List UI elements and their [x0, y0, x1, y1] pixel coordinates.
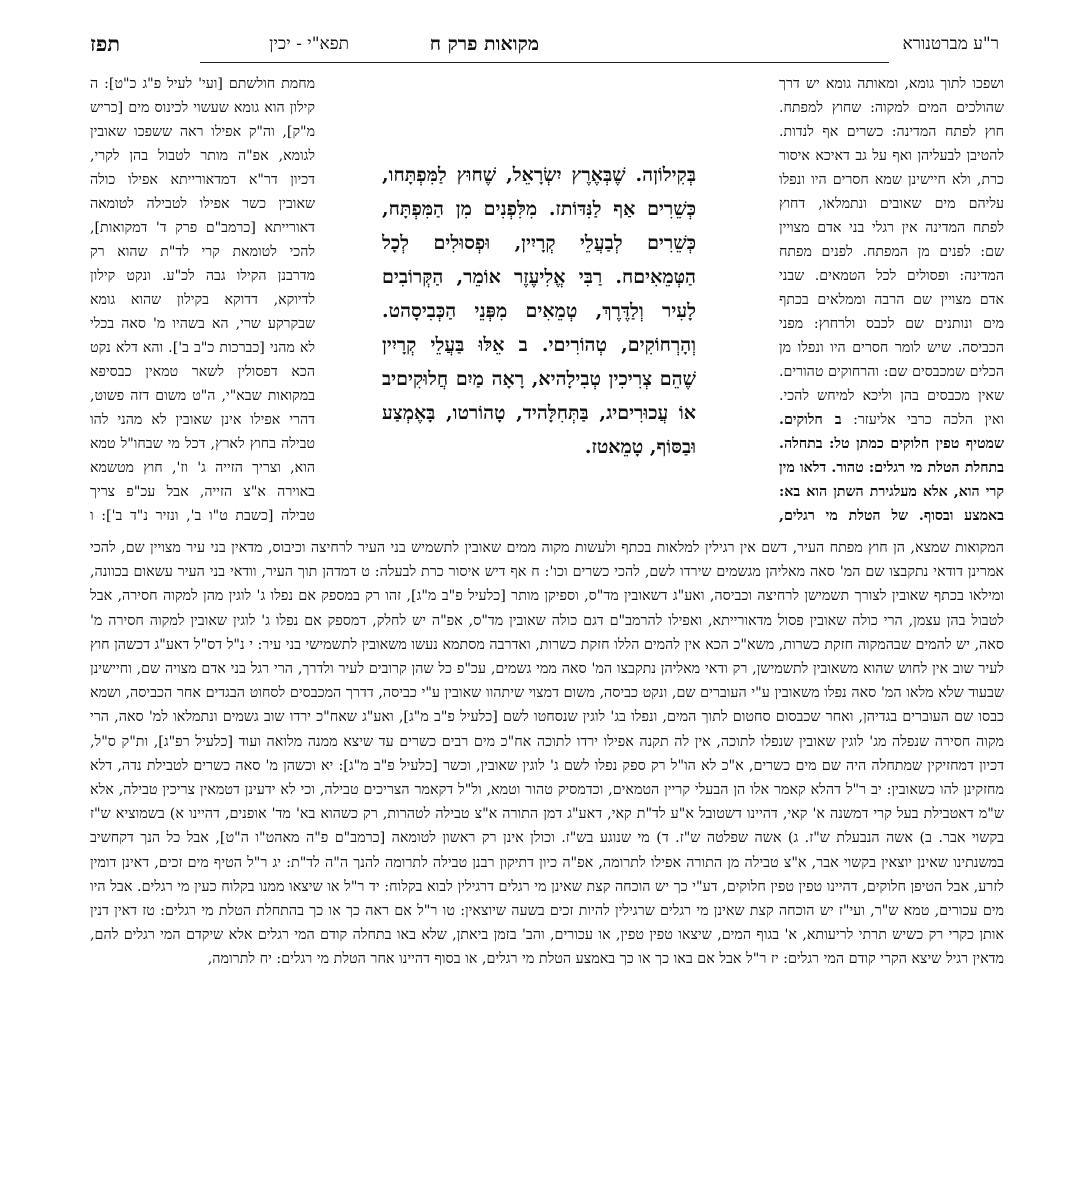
- bartenura-paragraph: ב חלוקים. שמטיף טפין חלוקים כמתן טל: בתחלה. בתחלת הטלת מי רגלים: טהור. דלאו מין קרי הוא, אלא מעלגירת השתן הוא בא: באמצע ובסוף. של הטלת מי רגלים,: [779, 412, 1004, 524]
- tiferet-yisrael-column: [90, 72, 315, 527]
- header-commentary-range: תפא"י - יכין: [269, 34, 349, 54]
- header-chapter-title: מקואות פרק ח: [429, 33, 539, 55]
- bartenura-commentary-column: [779, 72, 1004, 527]
- header-commentary-title: ר"ע מברטנורא: [902, 34, 999, 54]
- page-header: [90, 31, 999, 63]
- bartenura-paragraph: ושפכו לתוך גומא, ומאותה גומא יש דרך שהולכים המים למקוה: שחוץ למפתח. חוץ לפתח המדינה: כשרים אף לנדות. להטיבן לבעליהן ואף על גב דאיכא איסור כרת, ולא חיישינן שמא חסרים היו ונפלו עליהם מים שאובים ונתמלאו, דחוץ לפתח המדינה אין רגלי בני אדם מצויין שם: לפנים מן המפתח. לפנים מפתח המדינה: ופסולים לכל הטמאים. שבני אדם מצויין שם הרבה וממלאים בכתף מים ונותנים שם לכבס ולרחוץ: מפני הכביסה. שיש לומר חסרים היו ונפלו מן הכלים שמכבסים שם: והרחוקים טהורים. שאין מכבסים בהן וליכא למיחש להכי. ואין הלכה כרבי אליעזר:: [779, 76, 1004, 428]
- tiferet-yisrael-paragraph: מחמת חולשתם [ועי' לעיל פ"ג כ"ט]: ה קילון הוא גומא שעשוי לכינוס מים [כריש מ"ק], וה"ק אפילו ראה ששפכו שאובין לגומא, אפ"ה מותר לטבול בהן לקרי, דכיון דר"א דמדאורייתא אפילו כולה שאובין כשר אפילו לטבילה לטומאה דאורייתא [כרמב"ם פרק ד' דמקואות], להכי לטומאת קרי לד"ת שהוא רק מדרבנן הקילו גבה לכ"ע. ונקט קילון לדיוקא, דדוקא בקילון שהוא גומא שבקרקע שרי, הא בשהיו מ' סאה בכלי לא מהני [כברכות כ"ב ב']. והא דלא נקט הכא דפסולין לשאר טמאין כבסיפא במקואות שבא"י, ה"ט משום דזה פשוט, דהרי אפילו אינן שאובין לא מהני להו טבילה בחוץ לארץ, דכל מי שבחו"ל טמא הוא, וצריך הזייה ג' וז', חוץ מטשמא באוירה א"צ הזייה, אבל עכ"פ צריך טבילה [כשבת ט"ו ב', ונזיר נ"ד ב']: ו: [90, 76, 315, 524]
- bottom-commentary: המקואות שמצא, הן חוץ מפתח העיר, דשם אין רגילין למלאות בכתף ולעשות מקוה ממים שאובין לתשמיש בני העיר לרחיצה וכיבוס, מדאין בני עיר מצויין שם, להכי אמרינן דודאי נתקבצו שם המ' סאה מאליהן מגשמים שירדו לשם, להכי כשרים וכו': ח אף דיש איסור כרת לבעלה: ט דמדהן תוך העיר, וודאי בני העיר עשאום בכוונה, ומילאו בכתף שאובין לצורך תשמישן לרחיצה וכביסה, ואע"ג דשאובין מד"ס, וספיקן מותר [כלעיל פ"ב מ"ג], זהו רק במספק אם נפלו ג' לוגין מהן למקוה חסירה, אבל לטבול בהן עצמן, הרי כולה שאובין פסול מדאורייתא, ואפילו להרמב"ם דגם כולה שאובין מד"ס, אפ"ה יש לחלק, דמספק אם נפלו ג' לוגין שאובין למקוה חסירה מ' סאה, יש להמים שבהמקוה חזקת כשרות, משא"כ הכא אין להמים הללו חזקת כשרות, ואדרבה מסתמא נעשו משאובין לתשמישי בני עיר: י נ"ל דס"ל דאע"ג דכשהן חוץ לעיר שוב אין לחוש שהוא משאובין לתשמישן, רק ודאי מאליהן נתקבצו המ' סאה ממי גשמים, עכ"פ כל שהן קרובים לעיר ולדרך, הרי רגל בני אדם מצויה שם, וחיישינן שבעוד שלא מלאו המ' סאה נפלו משאובין ע"י העוברים שם, ונקט כביסה, משום דמצוי שיתהוו שאובין ע"י כביסה, דדרך המכבסים לסחוט הבגדים אחר הכביסה, ושמא כבסו שם העוברים בגדיהן, ואחר שכבסום סחטום לתוך המים, ונפלו בג' לוגין שנסחטו לשם [כלעיל פ"ב מ"ג], ואע"ג שאח"כ ירדו שוב גשמים ונתמלאו למ' סאה, הרי מקוה חסירה שנפלה מג' לוגין שאובין שנפלו לתוכה, אין לה תקנה אפילו ירדו לתוכה אח"כ מים רבים כשרים עד שיצא ממנה מלואה ועוד [כלעיל רפ"ג], ות"ק ס"ל, דכיון דמחזיקין שמתחלה היה שם מים כשרים, א"כ לא הו"ל רק ספק נפלו לשם ג' לוגין שאובין, וכשר [כלעיל פ"ב מ"ג]: יא וכשהן מ' סאה כשרים לטבילת נדה, דלא מחזקינן להו כשאובין: יב ר"ל דהלא קאמר אלו הן הבעלי קריין הטמאים, וכדמסיק טהור וטמא, ול"ל דקאמר הצריכים טבילה, וכי לא ידעינן דטמאין צריכין טבילה, אלא ש"מ דאטבילת בעל קרי דמשנה א' קאי, דהיינו דשטובל א"ע לד"ת קאי, דאע"ג דמן התורה א"צ טבילה לטהרות, רק כשהוא בא' מד' אופנים, דהיינו א) בשמוציא ש"ז בקשוי אבר. ב) אשה הנבעלת ש"ז. ג) אשה שפלטה ש"ז. ד) מי שנוגע בש"ז. וכולן אינן רק ראשון לטומאה [כרמב"ם פ"ה מאהט"ו ה"ט], אבל כל הנך דקחשיב במשנתינו שאינן יוצאין בקשוי אבר, א"צ טבילה מן התורה אפילו לתרומה, אפ"ה כיון דתיקון רבנן טבילה לתרומה להנך ה"ה לד"ת: יג ר"ל הטיף מים זכים, דאינן דומין לזרע, אבל הטיפן חלוקים, דהיינו טפין טפין חלוקים, דע"י כך יש הוכחה קצת שאינן מי רגלים דרגילין לבוא בקלוח: יד ר"ל או שיצאו ממנו בקלוח כעין מי רגלים. אבל היו מים עכורים, טמא ש"ר, ועי"ז יש הוכחה קצת שאינן מי רגלים שרגילין להיות זכים בשעה שיוצאין: טו ר"ל אם ראה כך או כך בהתחלת הטלת מי רגלים: טז דאין דנין אותן כקרי רק כשיש תרתי לריעותא, א' בגוף המים, שיצאו טפין טפין, או עכורים, והב' בזמן ביאתן, שלא באו בתחלה קודם המי רגלים אלא שיקדם המי רגלים להם, מדאין רגיל שיצא הקרי קודם המי רגלים: יז ר"ל אבל אם באו כך או כך באמצע הטלת מי רגלים, או בסוף דהיינו אחר הטלת מי רגלים: יח לתרומה,: [90, 540, 1004, 968]
- header-page-number: תפז: [90, 31, 121, 56]
- mishnah-text: בְּקִילוֹןה. שֶׁבְּאֶרֶץ יִשְׂרָאֵל, שֶׁחוּץ לַמִּפְתָּחו, כְּשֵׁרִים אַף לַנִּדּוֹתז. מִלִּפְנִים מִן הַמִּפְתָּח, כְּשֵׁרִים לְבַעֲלֵי קְרָיִין, וּפְסוּלִים לְכָל הַטְּמֵאִיםח. רַבִּי אֱלִיעֶזֶר אוֹמֵר, הַקְּרוֹבִים לָעִיר וְלַדֶּרֶךְ, טְמֵאִים מִפְּנֵי הַכְּבִיסָהט. וְהָרְחוֹקִים, טְהוֹרִיםי. ב אֵלּוּ בַּעֲלֵי קְרָיִין שֶׁהֵם צְרִיכִין טְבִילָהיא, רָאָה מַיִם חֲלוּקִיםיב אוֹ עֲכוּרִיםיג, בַּתְּחִלָּהיד, טָהוֹרטו, בָּאֶמְצַע וּבַסּוֹף, טָמֵאטז.: [382, 164, 696, 458]
